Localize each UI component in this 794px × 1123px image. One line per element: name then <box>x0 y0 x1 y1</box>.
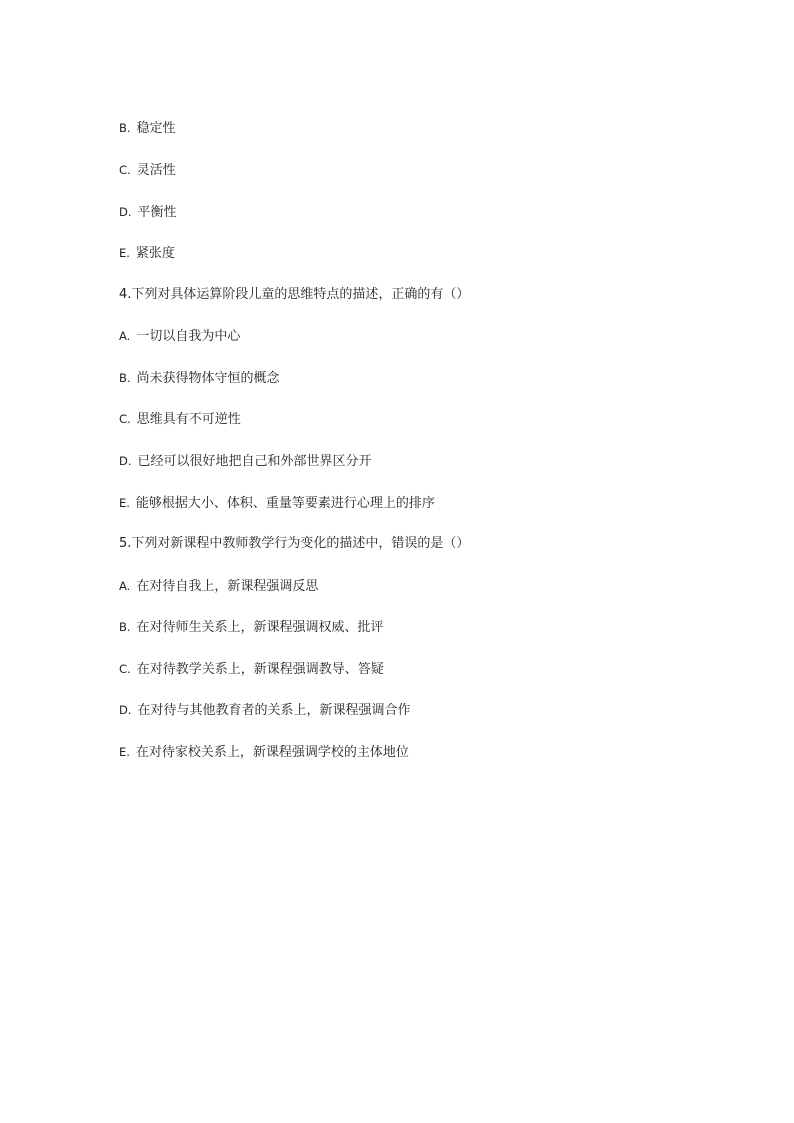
question-number: 5. <box>119 536 132 551</box>
option-text: 稳定性 <box>136 121 176 136</box>
option-letter: B. <box>119 620 131 634</box>
option-letter: E. <box>119 745 130 759</box>
question-4-option-d <box>119 452 372 471</box>
option-text: 在对待与其他教育者的关系上，新课程强调合作 <box>137 703 411 718</box>
question-4-option-c <box>119 410 241 429</box>
option-letter: B. <box>119 371 131 385</box>
option-text: 能够根据大小、体积、重量等要素进行心理上的排序 <box>135 496 435 511</box>
option-letter: E. <box>119 246 130 260</box>
question-5-option-c <box>119 660 384 679</box>
option-letter: D. <box>119 205 132 219</box>
option-text: 思维具有不可逆性 <box>136 412 241 427</box>
option-letter: A. <box>119 579 131 593</box>
option-letter: D. <box>119 454 132 468</box>
option-text: 灵活性 <box>136 163 176 178</box>
option-e-tension <box>119 244 175 263</box>
question-4-stem <box>119 286 469 304</box>
option-text: 一切以自我为中心 <box>136 329 241 344</box>
option-c-flexibility <box>119 161 176 180</box>
option-text: 已经可以很好地把自己和外部世界区分开 <box>137 454 372 469</box>
option-b-stability <box>119 119 176 138</box>
option-letter: C. <box>119 412 131 426</box>
option-letter: C. <box>119 163 131 177</box>
option-letter: C. <box>119 662 131 676</box>
option-letter: A. <box>119 329 131 343</box>
option-letter: B. <box>119 121 131 135</box>
question-5-option-d <box>119 701 411 720</box>
option-text: 紧张度 <box>135 246 175 261</box>
question-5-option-a <box>119 577 318 596</box>
option-text: 平衡性 <box>137 205 177 220</box>
question-4-option-e <box>119 494 435 513</box>
question-4-option-b <box>119 369 280 388</box>
question-4-option-a <box>119 327 240 346</box>
option-d-balance <box>119 203 177 222</box>
question-5-option-b <box>119 618 384 637</box>
question-5-option-e <box>119 743 409 762</box>
question-5-stem <box>119 535 469 553</box>
question-number: 4. <box>119 287 132 302</box>
option-letter: E. <box>119 496 130 510</box>
option-text: 在对待教学关系上，新课程强调教导、答疑 <box>136 662 384 677</box>
option-letter: D. <box>119 703 132 717</box>
question-text: 下列对具体运算阶段儿童的思维特点的描述，正确的有（） <box>131 287 470 302</box>
option-text: 尚未获得物体守恒的概念 <box>136 371 280 386</box>
option-text: 在对待家校关系上，新课程强调学校的主体地位 <box>135 745 409 760</box>
question-text: 下列对新课程中教师教学行为变化的描述中，错误的是（） <box>131 536 470 551</box>
option-text: 在对待自我上，新课程强调反思 <box>136 579 319 594</box>
option-text: 在对待师生关系上，新课程强调权威、批评 <box>136 620 384 635</box>
